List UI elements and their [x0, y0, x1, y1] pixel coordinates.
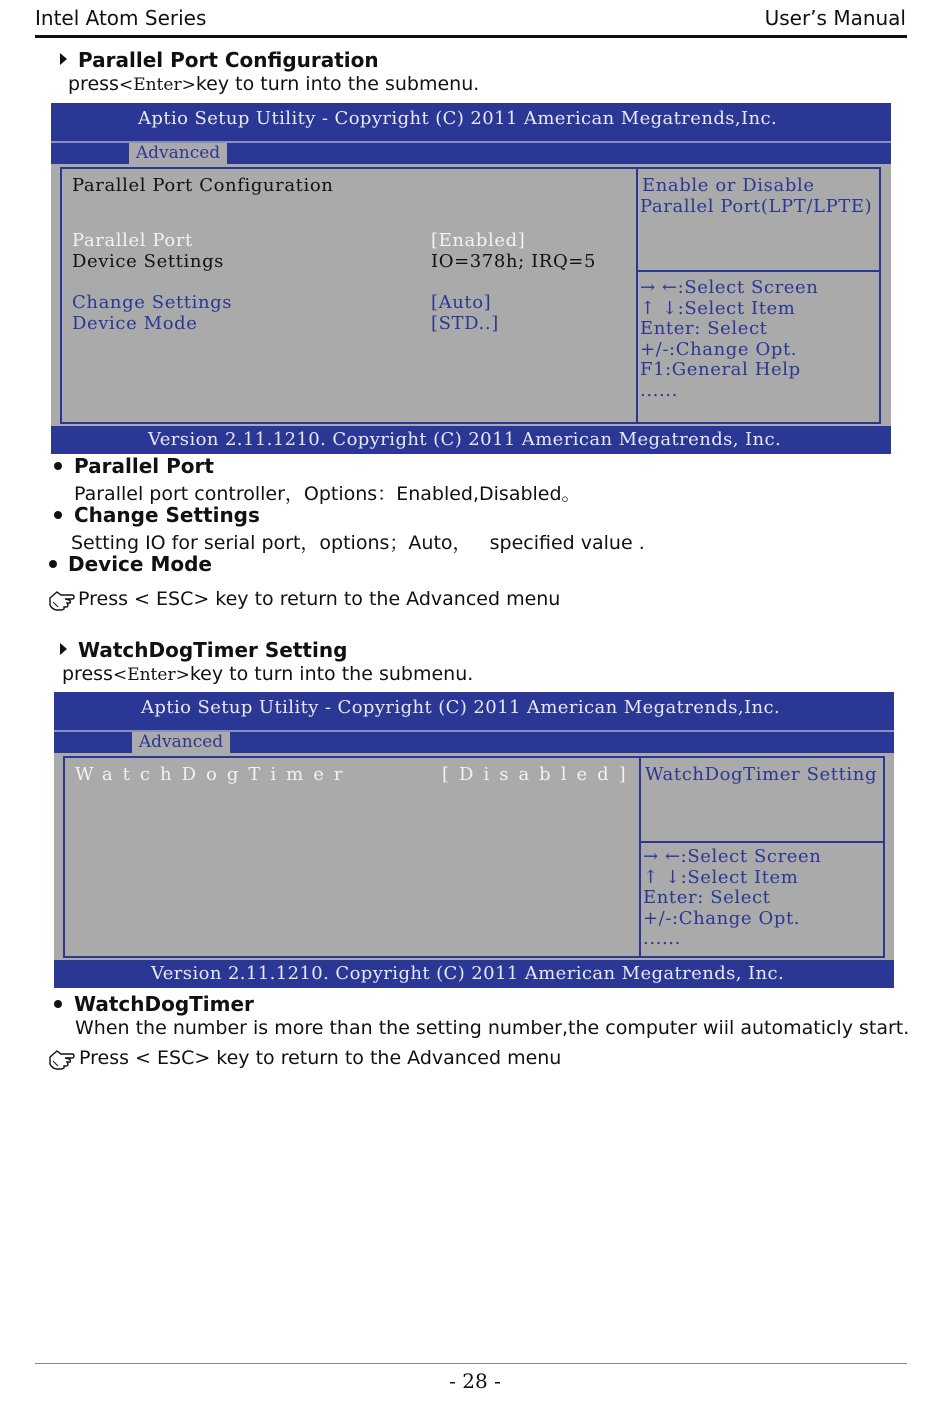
enter-key-label: <Enter> — [112, 665, 190, 685]
section-arrow-icon — [60, 643, 67, 655]
header-rule — [35, 35, 907, 38]
bios-tab-bar — [54, 730, 894, 753]
section-title-parallel-port: Parallel Port Configuration — [78, 48, 379, 72]
bios-version: Version 2.11.1210. Copyright (C) 2011 American Megatrends, Inc. — [148, 429, 782, 450]
bios-page-heading: Parallel Port Configuration — [72, 175, 334, 196]
bios-title: Aptio Setup Utility - Copyright (C) 2011 American Megatrends,Inc. — [138, 108, 778, 129]
bios-tab-bar — [51, 141, 891, 164]
bullet-title-change-settings: Change Settings — [74, 503, 260, 527]
hand-pointer-icon — [48, 588, 76, 612]
key-hint-change: +/-:Change Opt. — [640, 339, 798, 360]
setting-watchdog-value[interactable]: [Disabled] — [442, 764, 636, 785]
help-divider — [641, 841, 883, 843]
help-line-1: WatchDogTimer Setting — [645, 764, 878, 785]
bullet-icon — [54, 1000, 62, 1008]
intro-press: press — [62, 663, 113, 685]
setting-watchdog-label[interactable]: WatchDogTimer — [75, 764, 353, 785]
footer-rule — [35, 1363, 907, 1364]
hand-pointer-icon — [48, 1047, 76, 1071]
bullet-icon — [54, 511, 62, 519]
bullet-title-device-mode: Device Mode — [68, 552, 212, 576]
bios-title-bar — [54, 692, 894, 730]
setting-change-settings-label[interactable]: Change Settings — [72, 292, 233, 313]
bios-screen-watchdog — [54, 692, 894, 988]
setting-parallel-port-value[interactable]: [Enabled] — [431, 230, 526, 251]
bios-title: Aptio Setup Utility - Copyright (C) 2011 American Megatrends,Inc. — [141, 697, 781, 718]
bullet-desc-watchdog: When the number is more than the setting number,the computer wiil automaticly start. — [75, 1017, 910, 1039]
bios-screen-parallel-port — [51, 103, 891, 454]
key-hint-enter: Enter: Select — [640, 318, 768, 339]
key-hint-select-screen: → ←:Select Screen — [643, 846, 822, 867]
key-hint-select-item: ↑ ↓:Select Item — [643, 867, 799, 888]
intro-press: press — [68, 73, 119, 95]
manual-type-title: User’s Manual — [764, 6, 906, 30]
bios-version: Version 2.11.1210. Copyright (C) 2011 American Megatrends, Inc. — [151, 963, 785, 984]
setting-device-mode-value[interactable]: [STD..] — [431, 313, 499, 334]
key-hint-select-screen: → ←:Select Screen — [640, 277, 819, 298]
bios-settings-panel — [63, 756, 641, 958]
tab-advanced[interactable]: Advanced — [132, 732, 230, 753]
key-hint-change: +/-:Change Opt. — [643, 908, 801, 929]
bullet-desc-parallel-port: Parallel port controller，Options：Enabled,Disabled。 — [74, 483, 581, 505]
setting-device-settings-label: Device Settings — [72, 251, 225, 272]
key-hint-more: ...... — [643, 928, 681, 949]
help-line-2: Parallel Port(LPT/LPTE) — [640, 196, 873, 217]
key-hint-more: ...... — [640, 380, 678, 401]
help-divider — [638, 270, 879, 272]
bullet-icon — [54, 462, 62, 470]
bullet-title-watchdog: WatchDogTimer — [74, 992, 254, 1016]
section-title-watchdog: WatchDogTimer Setting — [78, 638, 348, 662]
bullet-title-parallel-port: Parallel Port — [74, 454, 214, 478]
page-number: - 28 - — [449, 1369, 501, 1393]
section-arrow-icon — [60, 53, 67, 65]
section-intro — [68, 73, 479, 95]
intro-rest: key to turn into the submenu. — [189, 663, 474, 685]
help-line-1: Enable or Disable — [642, 175, 815, 196]
esc-note: Press < ESC> key to return to the Advanced menu — [79, 1047, 562, 1069]
bios-version-bar — [54, 960, 894, 988]
bios-title-bar — [51, 103, 891, 141]
intro-rest: key to turn into the submenu. — [195, 73, 480, 95]
tab-advanced[interactable]: Advanced — [129, 143, 227, 164]
esc-note: Press < ESC> key to return to the Advanced menu — [78, 588, 561, 610]
bios-version-bar — [51, 426, 891, 454]
manual-series-title: Intel Atom Series — [35, 6, 207, 30]
key-hint-enter: Enter: Select — [643, 887, 771, 908]
setting-device-settings-value: IO=378h; IRQ=5 — [431, 251, 597, 272]
key-hint-help: F1:General Help — [640, 359, 801, 380]
bullet-desc-change-settings: Setting IO for serial port，options；Auto， specified value . — [71, 532, 645, 554]
key-hint-select-item: ↑ ↓:Select Item — [640, 298, 796, 319]
section2-intro — [62, 663, 473, 685]
setting-change-settings-value[interactable]: [Auto] — [431, 292, 492, 313]
bullet-icon — [49, 560, 57, 568]
setting-device-mode-label[interactable]: Device Mode — [72, 313, 198, 334]
enter-key-label: <Enter> — [118, 75, 196, 95]
setting-parallel-port-label[interactable]: Parallel Port — [72, 230, 193, 251]
